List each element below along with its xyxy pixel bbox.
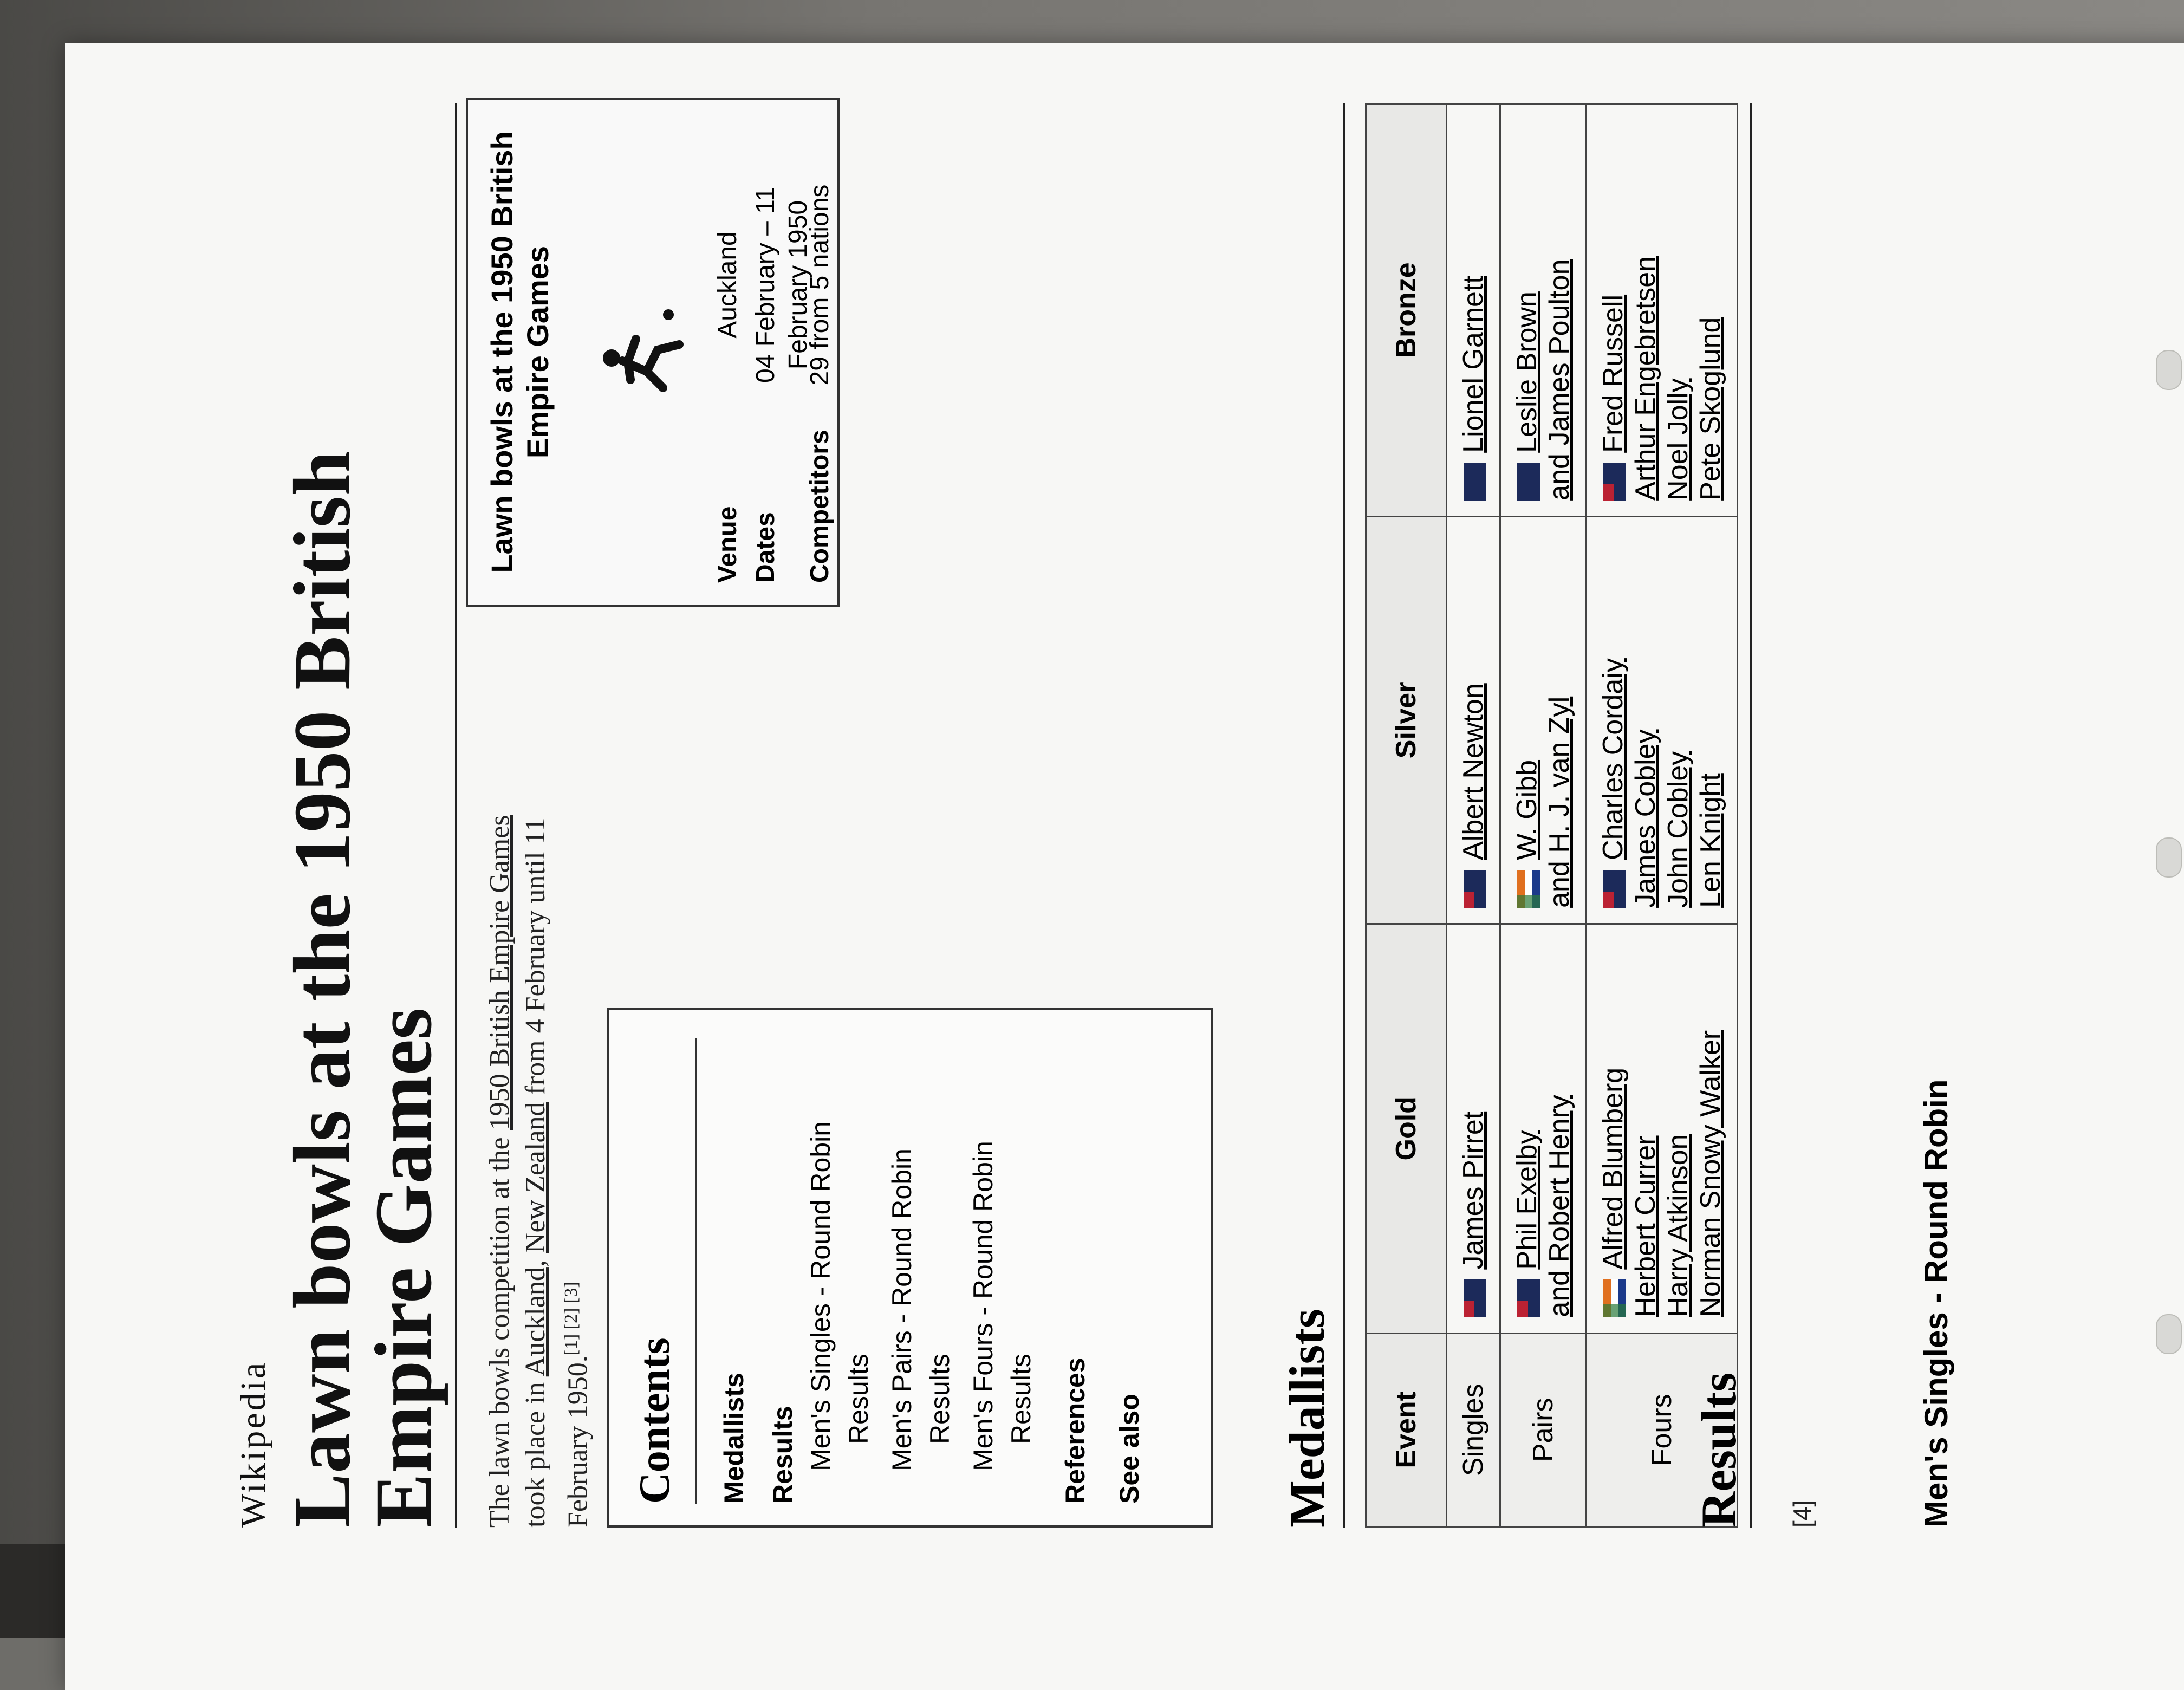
bronze-cell (1587, 104, 1738, 517)
link-new-zealand[interactable]: New Zealand (520, 1102, 551, 1253)
column-header: Event (1366, 1333, 1447, 1526)
flag-icon (1517, 463, 1540, 500)
medallists-divider (1343, 103, 1346, 1528)
lawn-bowls-icon (598, 301, 685, 410)
mens-singles-heading: Men's Singles - Round Robin (1918, 1079, 1954, 1528)
silver-cell (1587, 516, 1738, 924)
infobox-value: Auckland (713, 231, 742, 339)
flag-icon (1464, 870, 1486, 908)
column-header: Silver (1366, 516, 1447, 924)
printed-page (65, 43, 2184, 1690)
athlete-link[interactable]: W. Gibb (1511, 759, 1543, 860)
athlete-link[interactable]: Len Knight (1695, 773, 1726, 908)
athlete-link[interactable]: Charles Cordaiy (1597, 658, 1629, 860)
infobox-value: 29 from 5 nations (805, 184, 834, 386)
toc-item-results[interactable]: Results (768, 1406, 798, 1504)
athlete-link[interactable]: Albert Newton (1458, 683, 1489, 860)
intro-text: The lawn bowls competition at the (484, 1130, 515, 1528)
toc-item-pairs-results[interactable]: Results (925, 1354, 955, 1444)
athlete-link[interactable]: Fred Russell (1597, 294, 1629, 453)
intro-text: from 4 February until 11 February 1950. (520, 817, 594, 1528)
toc-item-medallists[interactable]: Medallists (719, 1373, 749, 1504)
toc-item-mens-pairs[interactable]: Men's Pairs - Round Robin (887, 1148, 917, 1471)
column-header: Bronze (1366, 104, 1447, 517)
athlete-link[interactable]: Herbert Currer (1630, 1135, 1661, 1317)
flag-icon (1603, 870, 1626, 908)
reference-link[interactable]: [4] (1788, 1499, 1816, 1528)
toc-item-singles-results[interactable]: Results (843, 1354, 874, 1444)
infobox-row-venue (712, 133, 744, 583)
athlete-link[interactable]: Harry Atkinson (1662, 1134, 1694, 1317)
punch-hole (2156, 1314, 2182, 1354)
athlete-link[interactable]: Norman Snowy Walker (1695, 1030, 1726, 1317)
toc-item-see-also[interactable]: See also (1114, 1394, 1145, 1504)
athlete-link[interactable]: Pete Skoglund (1695, 317, 1726, 500)
silver-cell (1500, 516, 1587, 924)
intro-paragraph (482, 780, 596, 1528)
intro-text: , (520, 1253, 551, 1268)
table-row (1447, 104, 1500, 1527)
flag-icon (1464, 463, 1486, 500)
toc-item-mens-singles[interactable]: Men's Singles - Round Robin (805, 1121, 836, 1471)
gold-cell (1500, 924, 1587, 1333)
infobox-value: 04 February – 11 February 1950 (751, 187, 812, 383)
reference-links[interactable]: [1] [2] [3] (561, 1282, 581, 1356)
punch-hole (2156, 350, 2182, 390)
infobox-row-competitors (804, 133, 836, 583)
gold-cell (1447, 924, 1500, 1333)
event-cell: Fours (1587, 1333, 1738, 1526)
athlete-link[interactable]: Phil Exelby (1511, 1130, 1543, 1270)
results-heading: Results (1691, 1372, 1746, 1528)
page-title: Lawn bowls at the 1950 British Empire Games (277, 451, 448, 1528)
toc-item-references[interactable]: References (1060, 1357, 1090, 1504)
athlete-link[interactable]: and James Poulton (1544, 259, 1575, 500)
wikipedia-wordmark: Wikipedia (233, 1360, 273, 1528)
bronze-cell (1500, 104, 1587, 517)
medallists-heading: Medallists (1279, 1309, 1335, 1528)
flag-icon (1603, 1279, 1626, 1317)
flag-icon (1517, 1279, 1540, 1317)
results-divider (1750, 103, 1752, 1528)
flag-icon (1464, 1279, 1486, 1317)
medal-table (1365, 103, 1738, 1528)
silver-cell (1447, 516, 1500, 924)
table-of-contents (607, 1007, 1213, 1528)
toc-item-mens-fours[interactable]: Men's Fours - Round Robin (968, 1141, 998, 1471)
link-auckland[interactable]: Auckland (520, 1267, 551, 1377)
athlete-link[interactable]: James Cobley (1630, 729, 1661, 908)
event-cell: Pairs (1500, 1333, 1587, 1526)
toc-title: Contents (631, 1337, 679, 1504)
athlete-link[interactable]: Alfred Blumberg (1597, 1067, 1629, 1270)
bronze-cell (1447, 104, 1500, 517)
athlete-link[interactable]: James Pirret (1458, 1111, 1489, 1270)
column-header: Gold (1366, 924, 1447, 1333)
table-header-row (1366, 104, 1447, 1527)
table-row (1500, 104, 1587, 1527)
flag-icon (1517, 870, 1540, 908)
link-1950-games[interactable]: 1950 British Empire Games (484, 815, 515, 1130)
table-row (1587, 104, 1738, 1527)
athlete-link[interactable]: Lionel Garnett (1458, 276, 1489, 453)
title-divider (455, 103, 457, 1528)
intro-text: took place in (520, 1376, 551, 1528)
toc-item-fours-results[interactable]: Results (1006, 1354, 1036, 1444)
gold-cell (1587, 924, 1738, 1333)
athlete-link[interactable]: Leslie Brown (1511, 291, 1543, 453)
flag-icon (1603, 463, 1626, 500)
athlete-link[interactable]: Noel Jolly (1662, 378, 1694, 500)
athlete-link[interactable]: and Robert Henry (1544, 1095, 1575, 1317)
event-cell: Singles (1447, 1333, 1500, 1526)
infobox-title: Lawn bowls at the 1950 British Empire Games (485, 131, 555, 573)
infobox-key: Venue (713, 506, 742, 583)
infobox (466, 98, 840, 607)
athlete-link[interactable]: John Cobley (1662, 751, 1694, 908)
toc-divider (696, 1038, 697, 1504)
infobox-key: Competitors (805, 430, 834, 583)
infobox-key: Dates (751, 512, 780, 583)
punch-hole (2156, 837, 2182, 877)
athlete-link[interactable]: and H. J. van Zyl (1544, 696, 1575, 908)
athlete-link[interactable]: Arthur Engebretsen (1630, 256, 1661, 500)
